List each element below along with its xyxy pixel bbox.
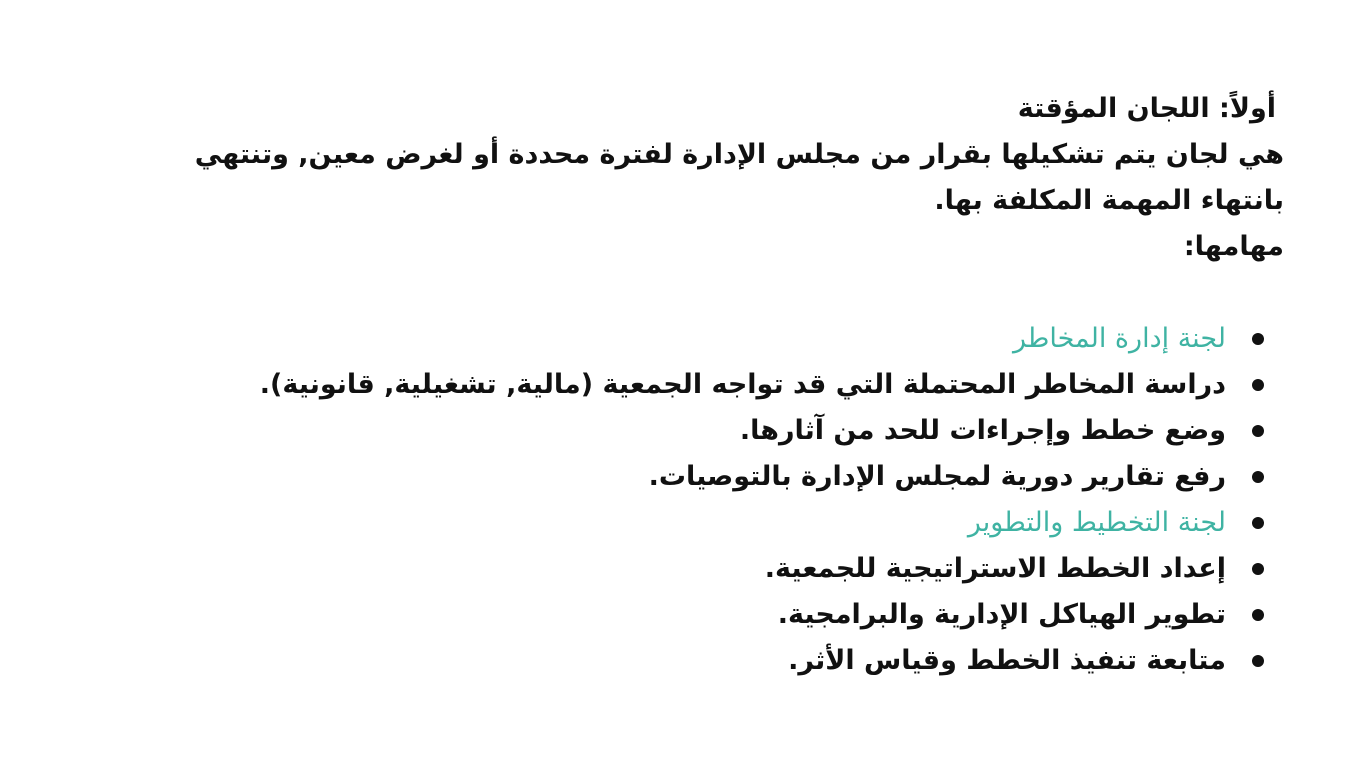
bullet-icon: [1252, 333, 1264, 345]
list-item-text: دراسة المخاطر المحتملة التي قد تواجه الجمعية (مالية, تشغيلية, قانونية).: [259, 369, 1226, 400]
bullet-icon: [1252, 517, 1264, 529]
tasks-label: مهامها:: [1183, 231, 1284, 262]
list-item-committee: [79, 316, 1284, 362]
list-item-text: لجنة إدارة المخاطر: [1012, 323, 1226, 354]
definition-line-2: بانتهاء المهمة المكلفة بها.: [934, 185, 1284, 216]
list-item-task: [79, 592, 1284, 638]
list-item-text: إعداد الخطط الاستراتيجية للجمعية.: [764, 553, 1226, 584]
definition-line-1: هي لجان يتم تشكيلها بقرار من مجلس الإدارة لفترة محددة أو لغرض معين, وتنتهي: [194, 139, 1284, 170]
list-item-text: متابعة تنفيذ الخطط وقياس الأثر.: [788, 645, 1226, 676]
list-item-text: لجنة التخطيط والتطوير: [967, 507, 1226, 538]
list-item-text: تطوير الهياكل الإدارية والبرامجية.: [777, 599, 1226, 630]
list-item-task: [79, 638, 1284, 684]
bullet-icon: [1252, 425, 1264, 437]
tasks-list: [79, 316, 1284, 684]
list-item-task: [79, 454, 1284, 500]
slide-content: [79, 86, 1284, 684]
list-item-committee: [79, 500, 1284, 546]
spacer: [79, 270, 1284, 316]
list-item-task: [79, 546, 1284, 592]
bullet-icon: [1252, 609, 1264, 621]
bullet-icon: [1252, 471, 1264, 483]
section-title: أولاً: اللجان المؤقتة: [1017, 93, 1276, 124]
list-item-task: [79, 362, 1284, 408]
bullet-icon: [1252, 563, 1264, 575]
list-item-text: وضع خطط وإجراءات للحد من آثارها.: [739, 415, 1226, 446]
bullet-icon: [1252, 655, 1264, 667]
bullet-icon: [1252, 379, 1264, 391]
list-item-text: رفع تقارير دورية لمجلس الإدارة بالتوصيات.: [648, 461, 1226, 492]
list-item-task: [79, 408, 1284, 454]
